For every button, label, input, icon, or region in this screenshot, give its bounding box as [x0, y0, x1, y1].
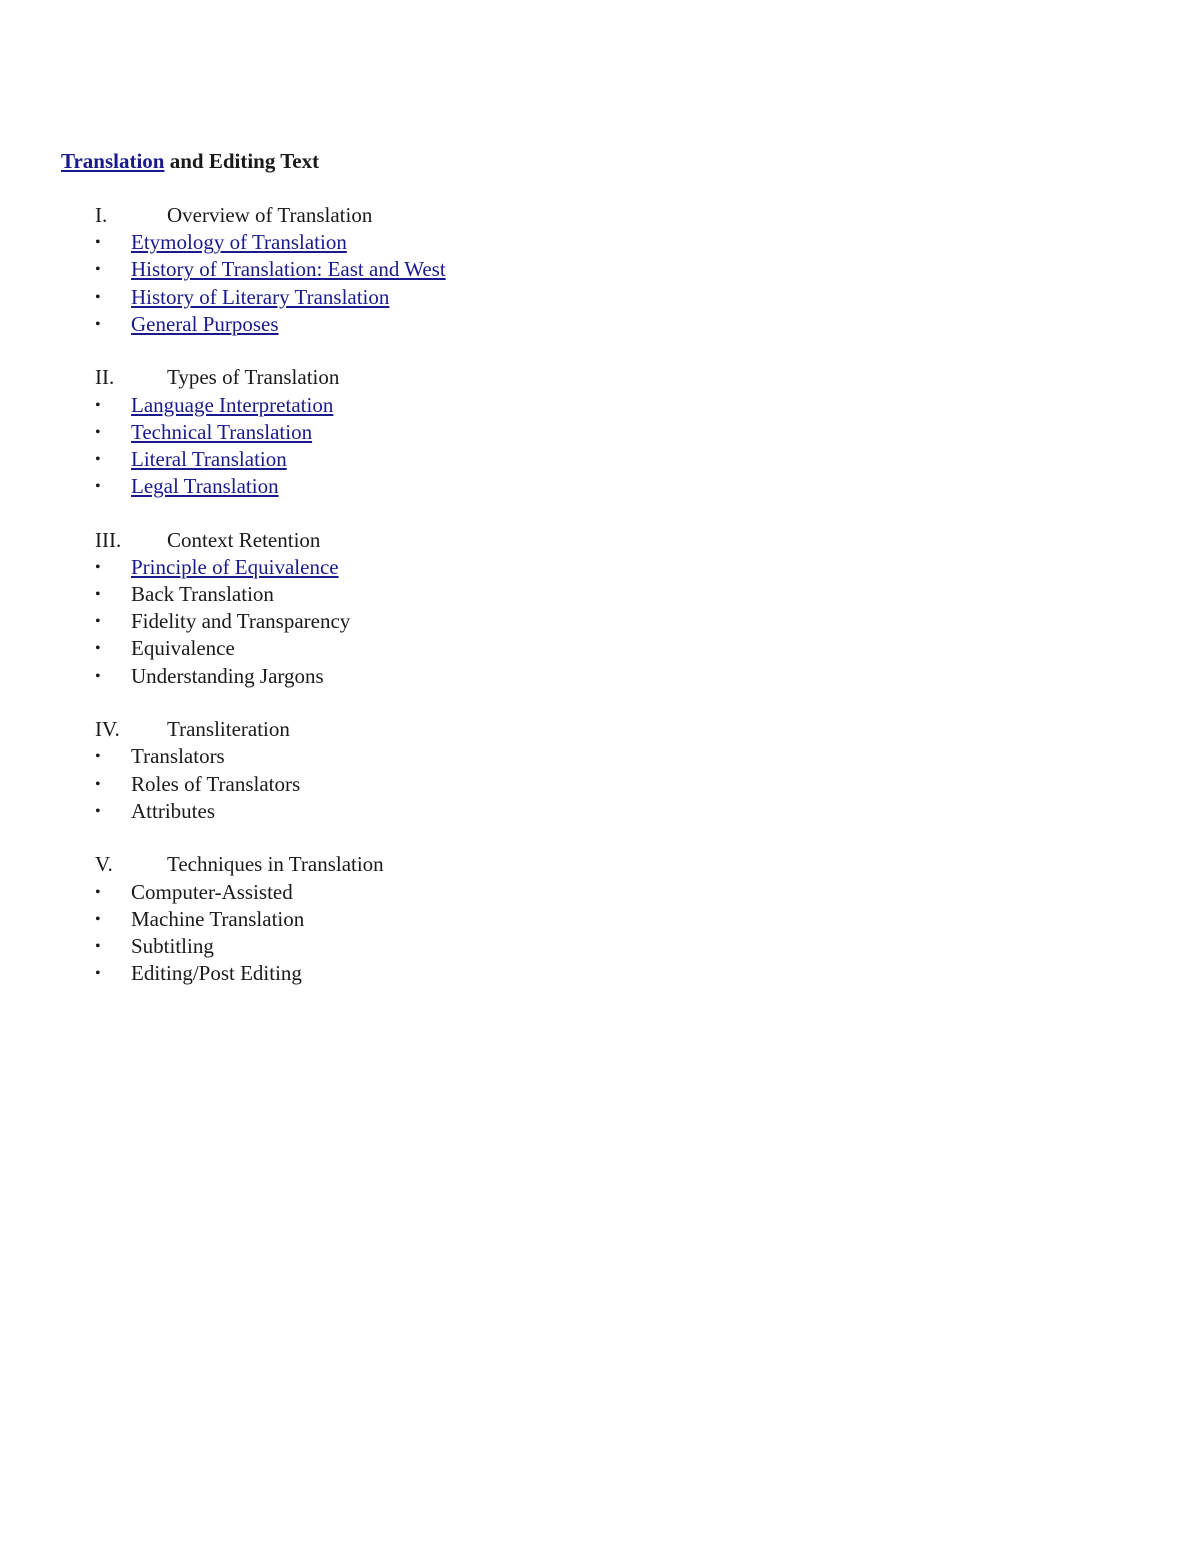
bullet-icon: • [95, 965, 101, 983]
bullet-icon: • [95, 396, 101, 414]
item-label-editing-post-editing: Editing/Post Editing [131, 961, 302, 986]
item-text [131, 582, 274, 606]
list-item [95, 311, 795, 338]
section-item-list [95, 392, 795, 501]
item-text [131, 285, 389, 309]
title-text: and Editing Text [164, 149, 320, 173]
list-item [95, 879, 795, 906]
section-heading [95, 364, 795, 391]
item-link-literal-translation[interactable]: Literal Translation [131, 446, 287, 471]
item-label-machine-translation: Machine Translation [131, 906, 305, 931]
list-item [95, 446, 795, 473]
section-label: Transliteration [167, 717, 290, 742]
item-text [131, 474, 279, 498]
item-text [131, 230, 347, 254]
bullet-icon: • [95, 613, 101, 631]
bullet-icon: • [95, 748, 101, 766]
section-heading [95, 851, 795, 878]
document-title [61, 148, 319, 175]
section-numeral: V. [95, 852, 113, 877]
outline [95, 202, 795, 1014]
item-link-history-of-literary-translation[interactable]: History of Literary Translation [131, 284, 390, 309]
item-text [131, 907, 304, 931]
item-text [131, 772, 300, 796]
bullet-icon: • [95, 667, 101, 685]
section-heading [95, 716, 795, 743]
item-text [131, 880, 293, 904]
item-text [131, 393, 333, 417]
section-heading [95, 527, 795, 554]
item-label-back-translation: Back Translation [131, 582, 274, 607]
item-link-technical-translation[interactable]: Technical Translation [131, 419, 313, 444]
list-item [95, 473, 795, 500]
list-item [95, 581, 795, 608]
list-item [95, 554, 795, 581]
item-text [131, 420, 312, 444]
list-item [95, 284, 795, 311]
bullet-icon: • [95, 558, 101, 576]
bullet-icon: • [95, 261, 101, 279]
list-item [95, 933, 795, 960]
outline-section-context-retention [95, 527, 795, 690]
bullet-icon: • [95, 234, 101, 252]
bullet-icon: • [95, 423, 101, 441]
bullet-icon: • [95, 883, 101, 901]
item-text [131, 447, 287, 471]
list-item [95, 798, 795, 825]
list-item [95, 392, 795, 419]
list-item [95, 960, 795, 987]
section-heading [95, 202, 795, 229]
bullet-icon: • [95, 775, 101, 793]
title-link[interactable]: Translation [61, 149, 165, 173]
outline-section-transliteration [95, 716, 795, 825]
item-label-computer-assisted: Computer-Assisted [131, 879, 293, 904]
item-label-roles-of-translators: Roles of Translators [131, 771, 301, 796]
list-item [95, 608, 795, 635]
section-label: Techniques in Translation [167, 852, 384, 877]
bullet-icon: • [95, 288, 101, 306]
item-label-understanding-jargons: Understanding Jargons [131, 663, 324, 688]
list-item [95, 229, 795, 256]
section-item-list [95, 554, 795, 690]
list-item [95, 743, 795, 770]
item-label-equivalence: Equivalence [131, 636, 235, 661]
section-item-list [95, 229, 795, 338]
section-item-list [95, 743, 795, 825]
item-label-translators: Translators [131, 744, 225, 769]
bullet-icon: • [95, 802, 101, 820]
item-text [131, 555, 339, 579]
item-text [131, 609, 350, 633]
bullet-icon: • [95, 315, 101, 333]
section-label: Overview of Translation [167, 203, 373, 227]
item-label-fidelity-and-transparency: Fidelity and Transparency [131, 609, 351, 634]
bullet-icon: • [95, 586, 101, 604]
outline-section-overview-of-translation [95, 202, 795, 338]
section-numeral: I. [95, 203, 108, 227]
outline-section-techniques-in-translation [95, 851, 795, 987]
section-label: Types of Translation [167, 365, 340, 390]
item-link-etymology-of-translation[interactable]: Etymology of Translation [131, 230, 347, 255]
item-text [131, 636, 235, 660]
bullet-icon: • [95, 450, 101, 468]
item-label-attributes: Attributes [131, 798, 215, 823]
bullet-icon: • [95, 910, 101, 928]
item-text [131, 934, 214, 958]
section-numeral: II. [95, 365, 115, 390]
item-text [131, 312, 279, 336]
item-link-legal-translation[interactable]: Legal Translation [131, 474, 279, 499]
bullet-icon: • [95, 937, 101, 955]
list-item [95, 771, 795, 798]
item-link-history-of-translation-east-and-west[interactable]: History of Translation: East and West [131, 257, 446, 282]
list-item [95, 635, 795, 662]
outline-section-types-of-translation [95, 364, 795, 500]
item-text [131, 799, 215, 823]
item-text [131, 664, 324, 688]
section-item-list [95, 879, 795, 988]
section-numeral: III. [95, 527, 122, 552]
item-link-language-interpretation[interactable]: Language Interpretation [131, 392, 334, 417]
list-item [95, 419, 795, 446]
item-text [131, 744, 225, 768]
list-item [95, 256, 795, 283]
list-item [95, 906, 795, 933]
item-text [131, 257, 446, 281]
bullet-icon: • [95, 478, 101, 496]
list-item [95, 663, 795, 690]
bullet-icon: • [95, 640, 101, 658]
item-label-subtitling: Subtitling [131, 933, 214, 958]
item-text [131, 961, 302, 985]
section-label: Context Retention [167, 527, 321, 552]
item-link-general-purposes[interactable]: General Purposes [131, 311, 279, 336]
item-link-principle-of-equivalence[interactable]: Principle of Equivalence [131, 554, 339, 579]
section-numeral: IV. [95, 717, 120, 742]
